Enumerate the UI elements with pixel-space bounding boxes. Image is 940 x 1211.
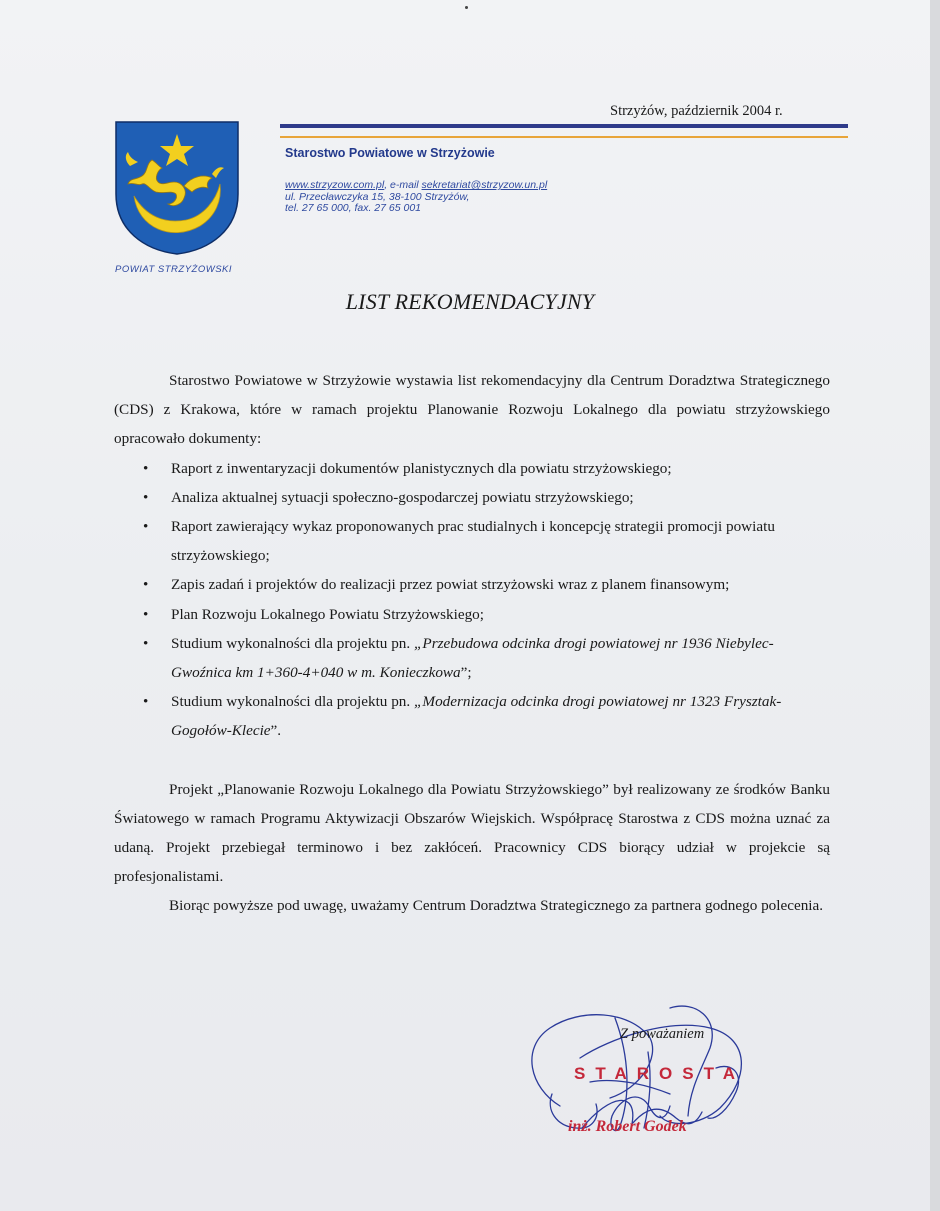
list-item: • Plan Rozwoju Lokalnego Powiatu Strzyżowskiego; — [114, 600, 830, 629]
document-list — [114, 454, 830, 746]
contact-block — [285, 180, 547, 215]
list-item: • Raport zawierający wykaz proponowanych prac studialnych i koncepcję strategii promocji powiatu strzyżowskiego; — [114, 512, 830, 570]
list-item-study-1 — [114, 629, 830, 687]
crest-caption: POWIAT STRZYŻOWSKI — [115, 264, 233, 275]
study-suffix: ”. — [270, 722, 282, 740]
bullet-icon: • — [143, 693, 149, 711]
list-item-study-2 — [114, 687, 830, 745]
list-item: • Raport z inwentaryzacji dokumentów planistycznych dla powiatu strzyżowskiego; — [114, 454, 830, 483]
bullet-icon: • — [143, 634, 149, 652]
letter-date: Strzyżów, październik 2004 r. — [610, 103, 783, 119]
bullet-icon: • — [143, 459, 149, 477]
recommendation-paragraph: Biorąc powyższe pod uwagę, uważamy Centrum Doradztwa Strategicznego za partnera godnego polecenia. — [169, 897, 824, 915]
phone-line: tel. 27 65 000, fax. 27 65 001 — [285, 202, 422, 214]
closing-phrase: Z poważaniem — [620, 1026, 705, 1042]
email-prefix: , e-mail — [384, 179, 422, 191]
letter-body — [114, 366, 830, 921]
stamp-name: inż. Robert Godek — [568, 1118, 687, 1135]
project-paragraph: Projekt „Planowanie Rozwoju Lokalnego dla Powiatu Strzyżowskiego” był realizowany ze środków Banku Światowego w ramach Programu Aktywizacji Obszarów Wiejskich. Współpracę Starostwa z CDS można uznać za udaną. Projekt przebiegał terminowo i bez zakłóceń. Pracownicy CDS biorący udział w projekcie są profesjonalistami. — [114, 780, 830, 886]
office-name: Starostwo Powiatowe w Strzyżowie — [285, 146, 495, 160]
scan-edge — [930, 0, 940, 1211]
website-link[interactable]: www.strzyzow.com.pl — [285, 179, 385, 191]
bullet-icon: • — [143, 488, 149, 506]
contact-line-web — [285, 180, 547, 192]
stamp-title: STAROSTA — [574, 1064, 745, 1083]
email-link[interactable]: sekretariat@strzyzow.un.pl — [421, 179, 548, 191]
study-prefix: Studium wykonalności dla projektu pn. — [171, 634, 414, 652]
scan-speck — [465, 6, 468, 9]
bullet-icon: • — [143, 518, 149, 536]
list-item: • Zapis zadań i projektów do realizacji przez powiat strzyżowski wraz z planem finansowym; — [114, 570, 830, 599]
study-prefix: Studium wykonalności dla projektu pn. — [171, 693, 414, 711]
list-item: • Analiza aktualnej sytuacji społeczno-gospodarczej powiatu strzyżowskiego; — [114, 483, 830, 512]
letterhead-rule-blue — [280, 124, 848, 128]
study-suffix: ”; — [460, 664, 472, 682]
letterhead-rule-orange — [280, 136, 848, 138]
letter-title: LIST REKOMENDACYJNY — [345, 289, 595, 314]
intro-paragraph: Starostwo Powiatowe w Strzyżowie wystawia list rekomendacyjny dla Centrum Doradztwa Strategicznego (CDS) z Krakowa, które w ramach projektu Planowanie Rozwoju Lokalnego dla powiatu strzyżowskiego opracowało dokumenty: — [114, 372, 830, 448]
study-title: „Modernizacja odcinka drogi powiatowej nr 1323 Frysztak-Gogołów-Klecie — [171, 693, 782, 740]
study-title: „Przebudowa odcinka drogi powiatowej nr 1936 Niebylec-Gwoźnica km 1+360-4+040 w m. Konieczkowa — [171, 634, 774, 682]
address-line: ul. Przecławczyka 15, 38-100 Strzyżów, — [285, 190, 470, 203]
coat-of-arms-icon — [112, 120, 242, 256]
bullet-icon: • — [143, 605, 149, 623]
bullet-icon: • — [143, 576, 149, 594]
